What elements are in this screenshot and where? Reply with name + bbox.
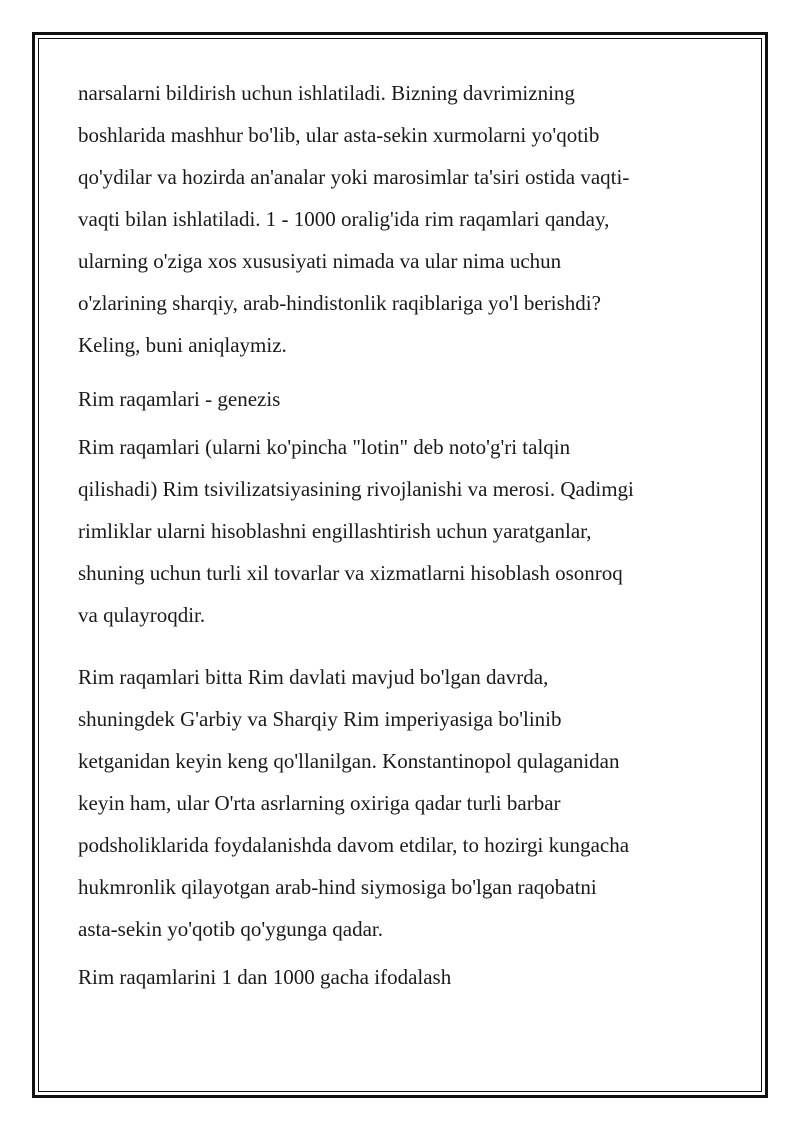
text-line: Rim raqamlari (ularni ko'pincha "lotin" deb noto'g'ri talqin bbox=[78, 435, 571, 459]
text-line: keyin ham, ular O'rta asrlarning oxiriga qadar turli barbar bbox=[78, 791, 561, 815]
text-line: narsalarni bildirish uchun ishlatiladi. Bizning davrimizning bbox=[78, 81, 575, 105]
text-line: hukmronlik qilayotgan arab-hind siymosiga bo'lgan raqobatni bbox=[78, 875, 597, 899]
document-body bbox=[78, 72, 728, 998]
paragraph-genesis bbox=[78, 426, 728, 636]
text-line: ularning o'ziga xos xususiyati nimada va ular nima uchun bbox=[78, 249, 562, 273]
text-line: qilishadi) Rim tsivilizatsiyasining rivojlanishi va merosi. Qadimgi bbox=[78, 477, 634, 501]
text-line: qo'ydilar va hozirda an'analar yoki marosimlar ta'siri ostida vaqti- bbox=[78, 165, 630, 189]
paragraph-history bbox=[78, 656, 728, 950]
text-line: Rim raqamlari bitta Rim davlati mavjud bo'lgan davrda, bbox=[78, 665, 549, 689]
text-line: podsholiklarida foydalanishda davom etdilar, to hozirgi kungacha bbox=[78, 833, 630, 857]
text-line: Keling, buni aniqlaymiz. bbox=[78, 333, 287, 357]
text-line: ketganidan keyin keng qo'llanilgan. Konstantinopol qulaganidan bbox=[78, 749, 620, 773]
text-line: vaqti bilan ishlatiladi. 1 - 1000 oralig'ida rim raqamlari qanday, bbox=[78, 207, 610, 231]
section-heading-genesis: Rim raqamlari - genezis bbox=[78, 387, 281, 411]
text-line: asta-sekin yo'qotib qo'ygunga qadar. bbox=[78, 917, 384, 941]
text-line: o'zlarining sharqiy, arab-hindistonlik raqiblariga yo'l berishdi? bbox=[78, 291, 601, 315]
text-line: boshlarida mashhur bo'lib, ular asta-sekin xurmolarni yo'qotib bbox=[78, 123, 600, 147]
text-line: shuning uchun turli xil tovarlar va xizmatlarni hisoblash osonroq bbox=[78, 561, 623, 585]
text-line: va qulayroqdir. bbox=[78, 603, 206, 627]
paragraph-intro bbox=[78, 72, 728, 366]
text-line: shuningdek G'arbiy va Sharqiy Rim imperiyasiga bo'linib bbox=[78, 707, 562, 731]
section-heading-expression: Rim raqamlarini 1 dan 1000 gacha ifodalash bbox=[78, 965, 452, 989]
text-line: rimliklar ularni hisoblashni engillashtirish uchun yaratganlar, bbox=[78, 519, 592, 543]
